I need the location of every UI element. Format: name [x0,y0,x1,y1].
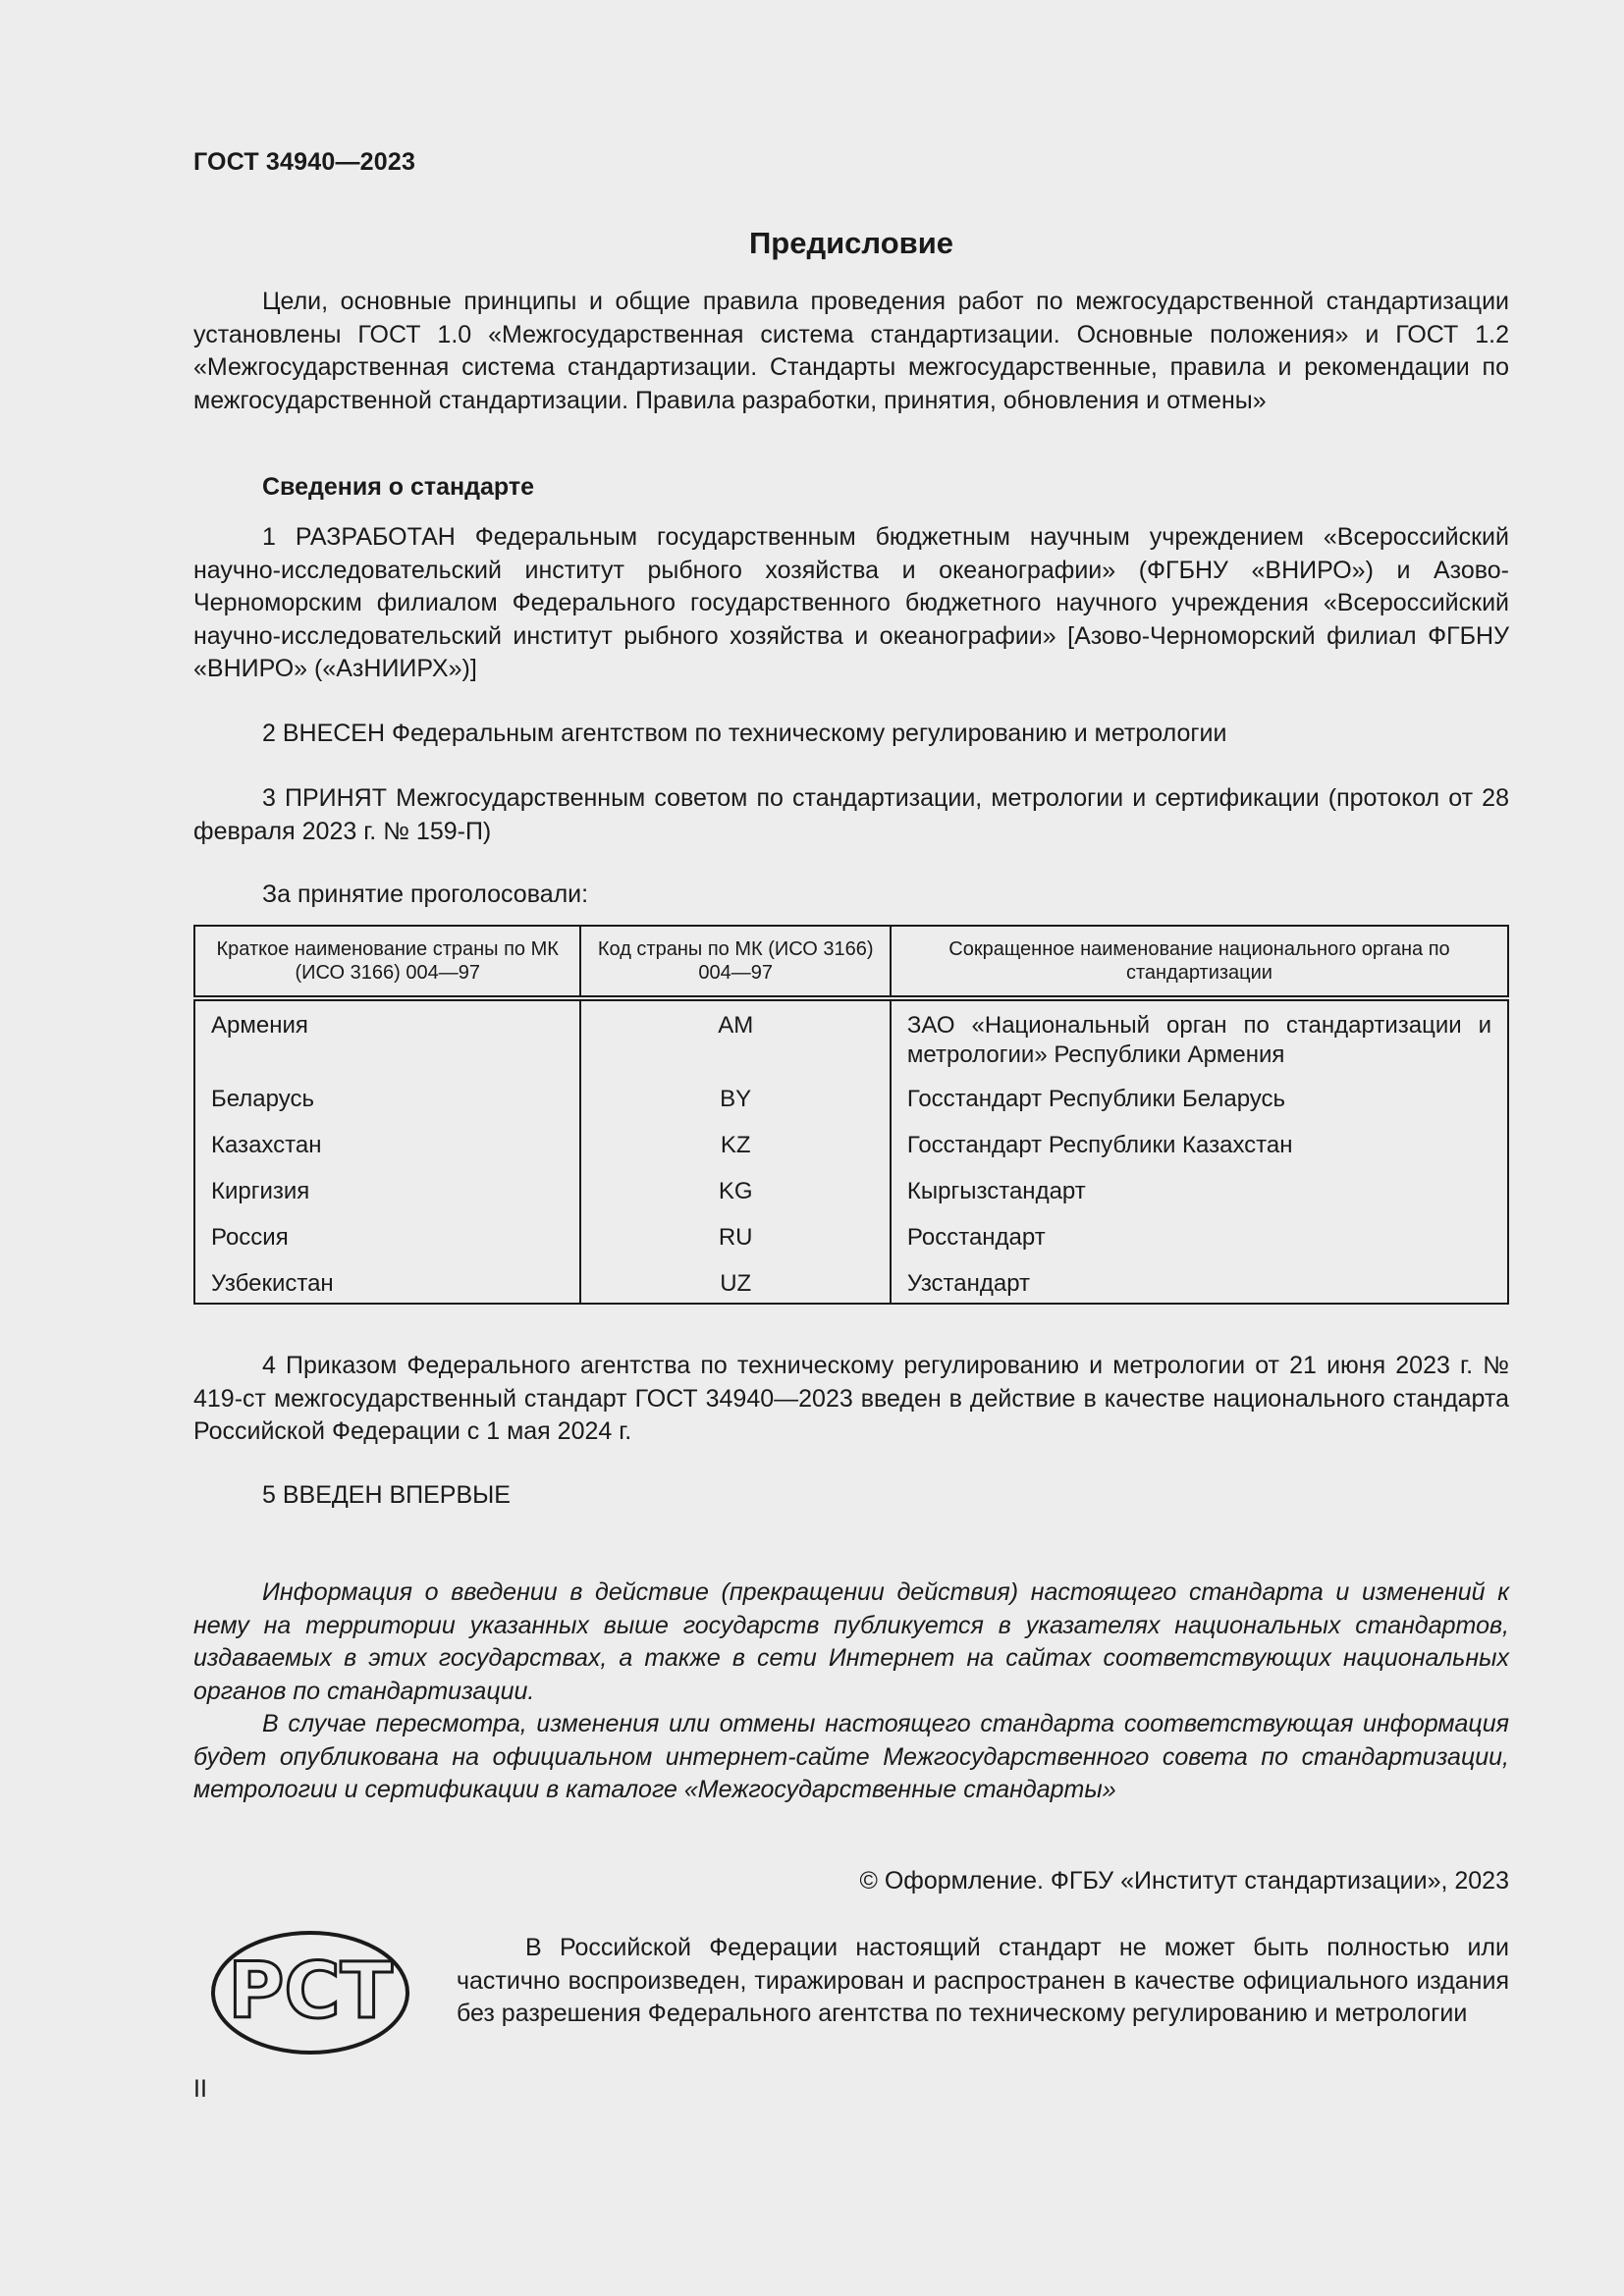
voting-table [193,925,1509,1305]
country-cell: Армения [194,998,580,1082]
voted-label: За принятие проголосовали: [262,881,589,908]
body-cell: ЗАО «Национальный орган по стандартизации и метрологии» Республики Армения [891,998,1508,1082]
table-row [194,1266,1508,1304]
body-cell: Росстандарт [891,1220,1508,1266]
item-developed: 1 РАЗРАБОТАН Федеральным государственным бюджетным научным учреждением «Всероссийский научно-исследовательский институт рыбного хозяйства и океанографии» (ФГБНУ «ВНИРО») и Азово-Черноморским филиалом Федерального государственного бюджетного научного учреждения «Всероссийский научно-исследовательский институт рыбного хозяйства и океанографии» [Азово-Черноморский филиал ФГБНУ «ВНИРО» («АзНИИРХ»)] [193,523,1509,682]
page-title: Предисловие [748,226,953,260]
reproduction-notice: В Российской Федерации настоящий стандарт не может быть полностью или частично воспроизведен, тиражирован и распространен в качестве официального издания без разрешения Федерального агентства по техническому регулированию и метрологии [457,1934,1509,2027]
info-paragraph-2: В случае пересмотра, изменения или отмены настоящего стандарта соответствующая информация будет опубликована на официальном интернет-сайте Межгосударственного совета по стандартизации, метрологии и сертификации в каталоге «Межгосударственные стандарты» [193,1710,1509,1803]
item-adopted: 3 ПРИНЯТ Межгосударственным советом по стандартизации, метрологии и сертификации (протокол от 28 февраля 2023 г. № 159-П) [193,784,1509,845]
intro-paragraph: Цели, основные принципы и общие правила проведения работ по межгосударственной стандартизации установлены ГОСТ 1.0 «Межгосударственная система стандартизации. Основные положения» и ГОСТ 1.2 «Межгосударственная система стандартизации. Стандарты межгосударственные, правила и рекомендации по межгосударственной стандартизации. Правила разработки, принятия, обновления и отмены» [193,288,1509,414]
body-cell: Госстандарт Республики Беларусь [891,1082,1508,1128]
table-row [194,1174,1508,1220]
column-header-body: Сокращенное наименование национального органа по стандартизации [891,926,1508,998]
table-row [194,1128,1508,1174]
code-cell: UZ [580,1266,890,1304]
country-cell: Россия [194,1220,580,1266]
rst-mark-icon [210,1929,410,2056]
body-cell: Узстандарт [891,1266,1508,1304]
country-cell: Казахстан [194,1128,580,1174]
table-row [194,1082,1508,1128]
item-first-time: 5 ВВЕДЕН ВПЕРВЫЕ [262,1481,511,1509]
table-header-row [194,926,1508,998]
section-title: Сведения о стандарте [262,473,535,501]
info-paragraph-1: Информация о введении в действие (прекращении действия) настоящего стандарта и изменений к нему на территории указанных выше государств публикуется в указателях национальных стандартов, издаваемых в этих государствах, а также в сети Интернет на сайтах соответствующих национальных органов по стандартизации. [193,1578,1509,1705]
table-row [194,1220,1508,1266]
country-cell: Беларусь [194,1082,580,1128]
page-number: II [193,2075,207,2103]
copyright-line: © Оформление. ФГБУ «Институт стандартизации», 2023 [859,1867,1509,1895]
code-cell: KZ [580,1128,890,1174]
document-id: ГОСТ 34940—2023 [193,148,416,176]
column-header-country: Краткое наименование страны по МК (ИСО 3166) 004—97 [194,926,580,998]
code-cell: RU [580,1220,890,1266]
code-cell: KG [580,1174,890,1220]
country-cell: Киргизия [194,1174,580,1220]
body-cell: Кыргызстандарт [891,1174,1508,1220]
info-block [193,1576,1509,1807]
body-cell: Госстандарт Республики Казахстан [891,1128,1508,1174]
code-cell: BY [580,1082,890,1128]
rst-mark-letters: РСТ [228,1948,393,2036]
column-header-code: Код страны по МК (ИСО 3166) 004—97 [580,926,890,998]
item-order: 4 Приказом Федерального агентства по техническому регулированию и метрологии от 21 июня 2023 г. № 419-ст межгосударственный стандарт ГОСТ 34940—2023 введен в действие в качестве национального стандарта Российской Федерации с 1 мая 2024 г. [193,1352,1509,1445]
item-submitted: 2 ВНЕСЕН Федеральным агентством по техническому регулированию и метрологии [262,720,1227,747]
table-row [194,998,1508,1082]
country-cell: Узбекистан [194,1266,580,1304]
document-page [193,0,1509,2296]
code-cell: AM [580,998,890,1082]
